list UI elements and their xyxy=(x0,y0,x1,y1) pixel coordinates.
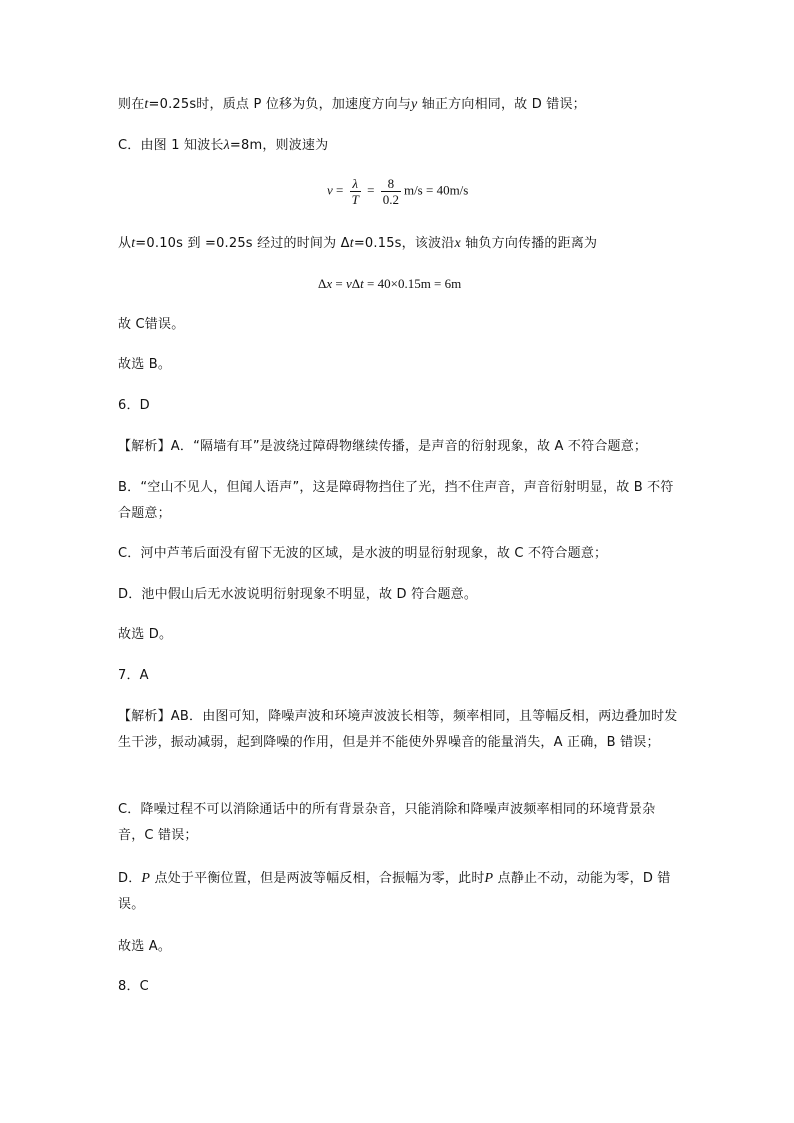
text: =0.15s，该波沿 xyxy=(353,236,455,251)
text: 点处于平衡位置，但是两波等幅反相，合振幅为零，此时 xyxy=(150,871,485,886)
equation-distance xyxy=(318,276,461,292)
equation-result: = 40×0.15m = 6m xyxy=(363,276,462,291)
numerator: λ xyxy=(350,176,361,192)
analysis-6-a: 【解析】A．“隔墙有耳”是波绕过障碍物继续传播，是声音的衍射现象，故 A 不符合题意； xyxy=(118,439,648,454)
var-t: t xyxy=(144,97,149,112)
equation-result: m/s = 40m/s xyxy=(403,182,469,198)
text-line-1 xyxy=(118,92,678,118)
analysis-7-d xyxy=(118,866,678,918)
text: C．由图 1 知波长 xyxy=(118,138,224,153)
var-x: x xyxy=(454,236,461,251)
text-line-2 xyxy=(118,133,678,159)
delta: Δ xyxy=(318,276,327,291)
text: 点静止不动，动能为零，D 错误。 xyxy=(118,871,671,912)
answer-6: 6．D xyxy=(118,398,150,413)
analysis-6-c: C．河中芦苇后面没有留下无波的区域，是水波的明显衍射现象，故 C 不符合题意； xyxy=(118,546,608,561)
text: D． xyxy=(118,871,142,886)
analysis-7-ab: 【解析】AB．由图可知，降噪声波和环境声波波长相等，频率相同，且等幅反相，两边叠加时发生干涉，振动减弱，起到降噪的作用，但是并不能使外界噪音的能量消失，A 正确，B 错误； xyxy=(118,709,678,750)
text-line-3 xyxy=(118,231,678,257)
analysis-6-b: B．“空山不见人，但闻人语声”，这是障碍物挡住了光，挡不住声音，声音衍射明显，故 B 不符合题意； xyxy=(118,480,674,521)
text: 从 xyxy=(118,236,132,251)
denominator: T xyxy=(351,192,359,207)
text: 轴正方向相同，故 D 错误； xyxy=(417,97,586,112)
equals-sign: = xyxy=(332,276,346,291)
fraction-8-over-0.2 xyxy=(381,176,401,207)
answer-8: 8．C xyxy=(118,979,149,994)
var-t: t xyxy=(131,236,136,251)
text: 轴负方向传播的距离为 xyxy=(460,236,598,251)
analysis-7-c: C．降噪过程不可以消除通话中的所有背景杂音，只能消除和降噪声波频率相同的环境背景杂音，C 错误； xyxy=(118,802,656,843)
text-line-choose-a: 故选 A。 xyxy=(118,939,172,954)
delta: Δ xyxy=(351,276,361,291)
var-lambda: λ xyxy=(223,138,230,153)
text: =0.25s时，质点 P 位移为负，加速度方向与 xyxy=(148,97,412,112)
equals-sign: = xyxy=(336,182,344,198)
equation-wave-speed xyxy=(327,176,468,207)
text: =0.10s 到 =0.25s 经过的时间为 Δ xyxy=(135,236,350,251)
text-line-choose-d: 故选 D。 xyxy=(118,627,173,642)
var-t: t xyxy=(360,276,364,291)
var-p: P xyxy=(141,871,151,886)
var-x: x xyxy=(326,276,333,291)
text: 则在 xyxy=(118,97,145,112)
var-p: P xyxy=(484,871,494,886)
denominator: 0.2 xyxy=(382,192,399,207)
equals-sign: = xyxy=(367,182,375,198)
var-y: y xyxy=(411,97,418,112)
text: =8m，则波速为 xyxy=(229,138,329,153)
numerator: 8 xyxy=(381,176,401,192)
text-line-4: 故 C错误。 xyxy=(118,317,185,332)
var-t: t xyxy=(349,236,354,251)
analysis-6-d: D．池中假山后无水波说明衍射现象不明显，故 D 符合题意。 xyxy=(118,587,478,602)
var-v: v xyxy=(346,276,352,291)
fraction-lambda-over-T xyxy=(350,176,361,207)
text-line-5: 故选 B。 xyxy=(118,357,172,372)
answer-7: 7．A xyxy=(118,668,149,683)
var-v: v xyxy=(327,182,333,198)
